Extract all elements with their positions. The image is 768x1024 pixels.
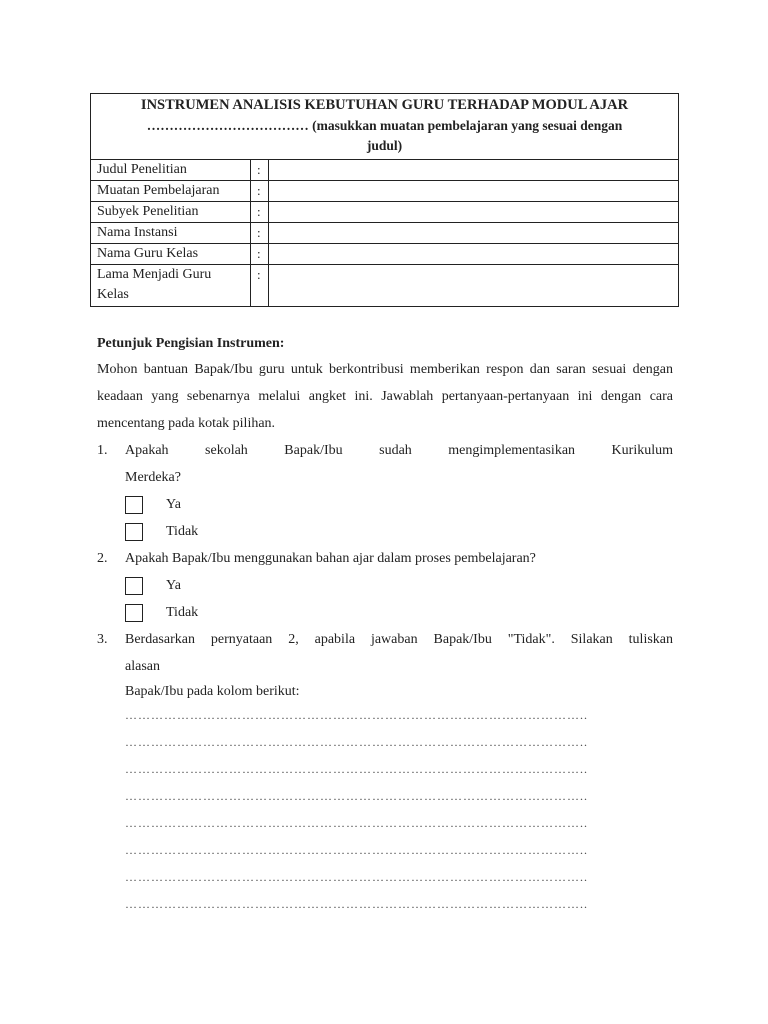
answer-line[interactable]: …………………………………………………………………………………………….. bbox=[125, 870, 588, 884]
title-main: INSTRUMEN ANALISIS KEBUTUHAN GURU TERHADAP MODUL AJAR bbox=[140, 97, 629, 113]
answer-line[interactable]: …………………………………………………………………………………………….. bbox=[125, 762, 588, 776]
question-1-continuation bbox=[97, 464, 673, 491]
row-colon: : bbox=[251, 243, 269, 264]
question-text: Berdasarkan pernyataan 2, apabila jawaban Bapak/Ibu "Tidak". Silakan tuliskan bbox=[125, 632, 673, 647]
q2-ya-checkbox[interactable] bbox=[125, 577, 143, 595]
q1-tidak-checkbox[interactable] bbox=[125, 523, 143, 541]
row-label: Judul Penelitian bbox=[91, 159, 251, 180]
table-row bbox=[91, 243, 679, 264]
row-colon: : bbox=[251, 159, 269, 180]
question-text: Merdeka? bbox=[125, 470, 181, 485]
question-text: Apakah sekolah Bapak/Ibu sudah mengimplementasikan Kurikulum bbox=[125, 443, 673, 458]
instructions-text: Mohon bantuan Bapak/Ibu guru untuk berkontribusi memberikan respon dan saran sesuai dengan keadaan yang sebenarnya melalui angket ini. Jawablah pertanyaan-pertanyaan ini dengan cara mencentang pada kotak pilihan. bbox=[97, 362, 673, 431]
row-label: Nama Guru Kelas bbox=[91, 243, 251, 264]
question-3 bbox=[97, 626, 673, 653]
answer-area[interactable] bbox=[97, 702, 673, 918]
table-row bbox=[91, 264, 679, 306]
answer-line[interactable]: …………………………………………………………………………………………….. bbox=[125, 816, 588, 830]
question-text: Bapak/Ibu pada kolom berikut: bbox=[125, 684, 300, 699]
row-colon: : bbox=[251, 201, 269, 222]
nama-instansi-field[interactable] bbox=[269, 222, 679, 243]
nama-guru-kelas-field[interactable] bbox=[269, 243, 679, 264]
question-number: 3. bbox=[97, 632, 108, 647]
option-label: Tidak bbox=[166, 524, 199, 539]
instrument-body bbox=[97, 332, 673, 918]
answer-line[interactable]: …………………………………………………………………………………………….. bbox=[125, 789, 588, 803]
question-3-continuation bbox=[97, 653, 673, 680]
table-row bbox=[91, 222, 679, 243]
option-row bbox=[125, 572, 673, 599]
row-colon: : bbox=[251, 180, 269, 201]
table-title bbox=[91, 94, 679, 160]
subyek-penelitian-field[interactable] bbox=[269, 201, 679, 222]
title-subject-placeholder: ……………………………… (masukkan muatan pembelajaran yang sesuai dengan bbox=[146, 117, 623, 133]
option-label: Ya bbox=[166, 578, 181, 593]
table-row bbox=[91, 201, 679, 222]
instructions-heading: Petunjuk Pengisian Instrumen: bbox=[97, 336, 285, 351]
option-row bbox=[125, 599, 673, 626]
row-label: Muatan Pembelajaran bbox=[91, 180, 251, 201]
question-3-continuation bbox=[97, 680, 673, 704]
table-row bbox=[91, 180, 679, 201]
answer-line[interactable]: …………………………………………………………………………………………….. bbox=[125, 735, 588, 749]
q1-ya-checkbox[interactable] bbox=[125, 496, 143, 514]
row-label: Subyek Penelitian bbox=[91, 201, 251, 222]
row-colon: : bbox=[251, 264, 269, 306]
row-label: Nama Instansi bbox=[91, 222, 251, 243]
question-number: 2. bbox=[97, 551, 108, 566]
lama-menjadi-guru-field[interactable] bbox=[269, 264, 679, 306]
question-number: 1. bbox=[97, 443, 108, 458]
row-colon: : bbox=[251, 222, 269, 243]
question-text: alasan bbox=[125, 659, 160, 674]
table-row bbox=[91, 159, 679, 180]
question-1 bbox=[97, 437, 673, 464]
option-label: Tidak bbox=[166, 605, 199, 620]
question-text: Apakah Bapak/Ibu menggunakan bahan ajar dalam proses pembelajaran? bbox=[125, 551, 536, 566]
option-label: Ya bbox=[166, 497, 181, 512]
option-row bbox=[125, 491, 673, 518]
answer-line[interactable]: …………………………………………………………………………………………….. bbox=[125, 843, 588, 857]
judul-penelitian-field[interactable] bbox=[269, 159, 679, 180]
title-subject-end: judul) bbox=[366, 138, 403, 153]
q2-tidak-checkbox[interactable] bbox=[125, 604, 143, 622]
muatan-pembelajaran-field[interactable] bbox=[269, 180, 679, 201]
row-label: Lama Menjadi Guru Kelas bbox=[91, 264, 251, 306]
answer-line[interactable]: …………………………………………………………………………………………….. bbox=[125, 708, 588, 722]
identity-table bbox=[90, 93, 679, 307]
answer-line[interactable]: …………………………………………………………………………………………….. bbox=[125, 897, 588, 911]
question-2 bbox=[97, 545, 673, 572]
option-row bbox=[125, 518, 673, 545]
